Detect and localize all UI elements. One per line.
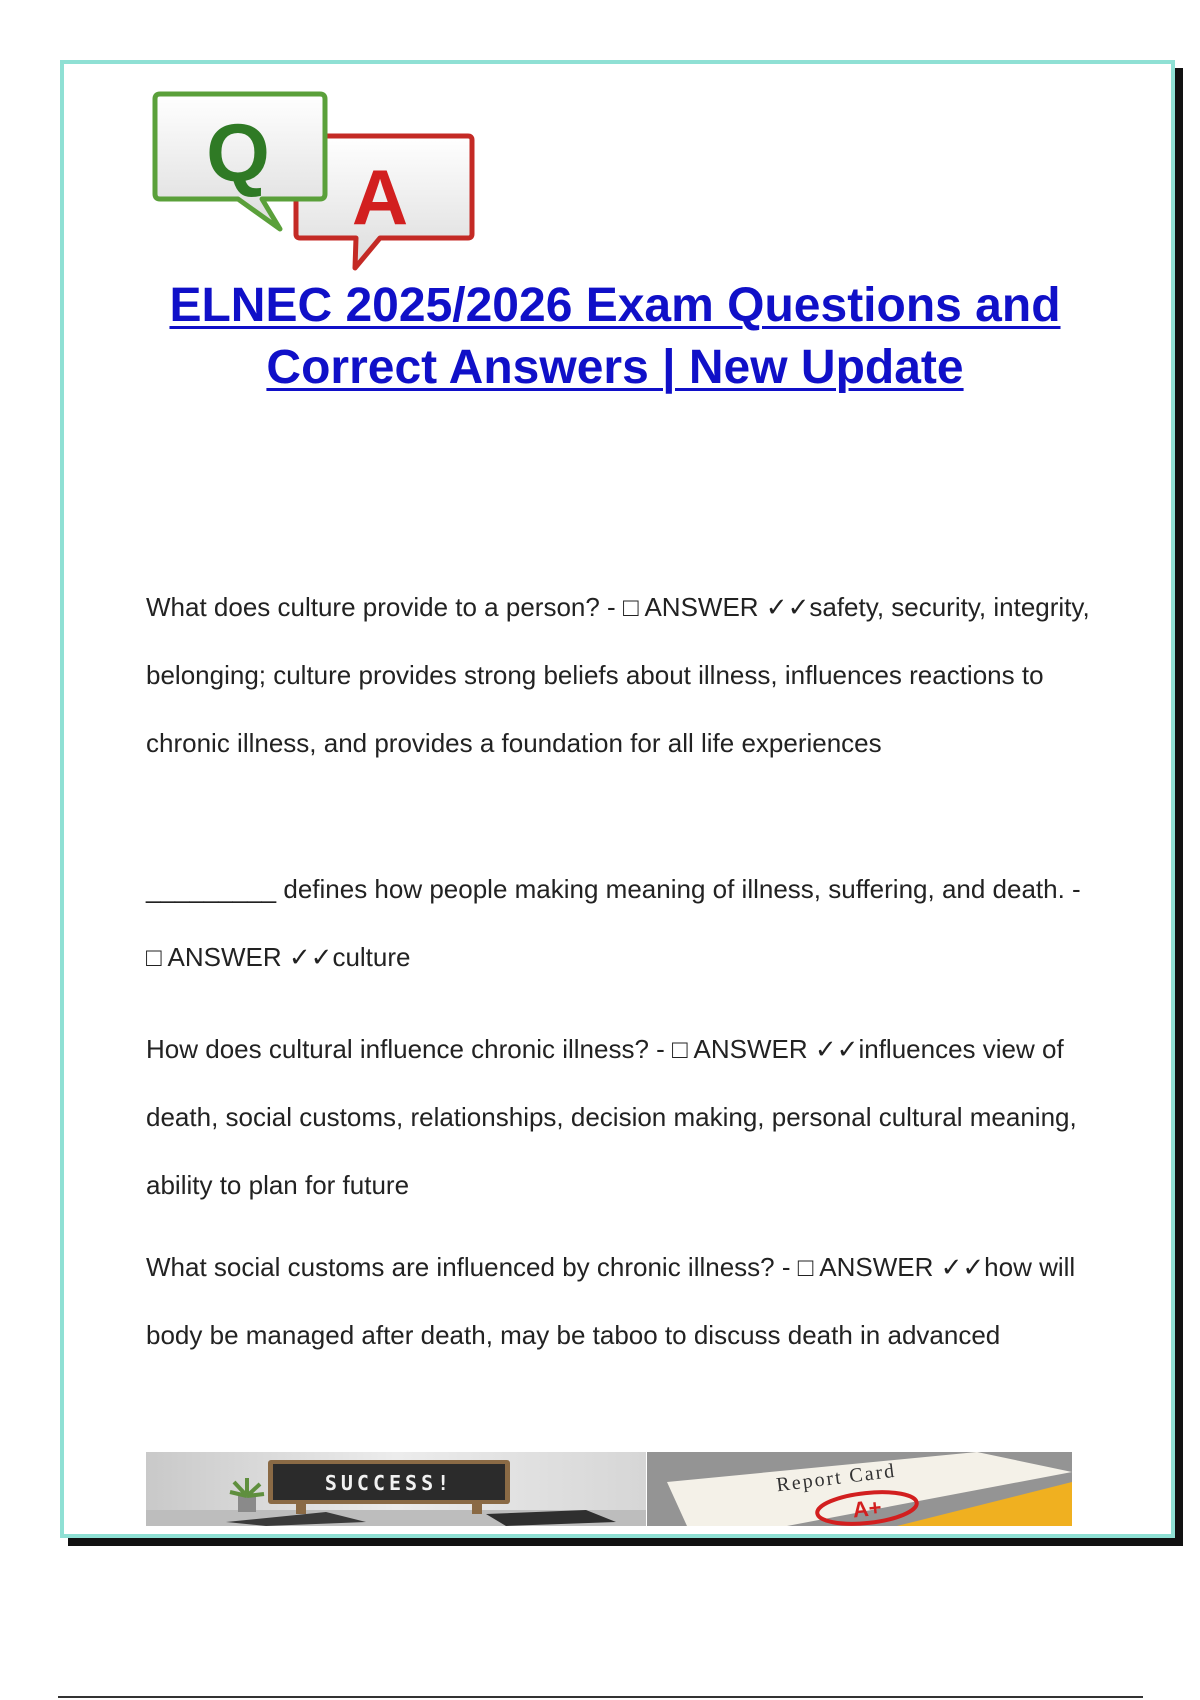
title-line-2: Correct Answers | New Update <box>266 341 964 394</box>
answer-marker-icon: □ <box>672 1034 688 1064</box>
answer-label: ANSWER <box>813 1252 941 1282</box>
report-card-banner-image <box>647 1452 1072 1526</box>
answer-marker-icon: □ <box>622 592 639 622</box>
grade-text: A+ <box>851 1494 883 1523</box>
answer-label: ANSWER <box>638 592 766 622</box>
qa-item <box>146 1015 1091 1219</box>
checkmark-icon: ✓✓ <box>940 1252 985 1282</box>
q-letter: Q <box>206 108 270 199</box>
question-text: What social customs are influenced by chronic illness? - <box>146 1252 798 1282</box>
title-line-1: ELNEC 2025/2026 Exam Questions and <box>169 279 1061 332</box>
answer-text: how will body be managed after death, may be taboo to discuss death in advanced <box>146 1252 1076 1350</box>
question-text: What does culture provide to a person? - <box>146 592 623 622</box>
checkmark-icon: ✓✓ <box>288 942 333 972</box>
question-text: _________ defines how people making meaning of illness, suffering, and death. - <box>146 874 1081 904</box>
answer-label: ANSWER <box>687 1034 815 1064</box>
answer-marker-icon: □ <box>146 942 162 972</box>
qa-item <box>146 855 1091 991</box>
document-title <box>120 275 1110 399</box>
answer-text: influences view of death, social customs, relationships, decision making, personal cultural meaning, ability to plan for future <box>146 1034 1077 1200</box>
answer-label: ANSWER <box>161 942 289 972</box>
success-banner-image <box>146 1452 646 1526</box>
a-letter: A <box>351 153 409 241</box>
report-card-text: Report Card <box>775 1459 898 1497</box>
checkmark-icon: ✓✓ <box>765 592 810 622</box>
qa-item <box>146 573 1091 777</box>
answer-text: culture <box>332 942 411 972</box>
answer-text: safety, security, integrity, belonging; culture provides strong beliefs about illness, influences reactions to chronic illness, and provides a foundation for all life experiences <box>146 592 1090 758</box>
success-text: SUCCESS! <box>324 1471 454 1495</box>
footer-divider <box>58 1696 1143 1698</box>
qa-item <box>146 1233 1091 1369</box>
checkmark-icon: ✓✓ <box>814 1034 859 1064</box>
answer-marker-icon: □ <box>797 1252 814 1282</box>
question-text: How does cultural influence chronic illness? - <box>146 1034 673 1064</box>
qa-logo <box>150 86 480 286</box>
